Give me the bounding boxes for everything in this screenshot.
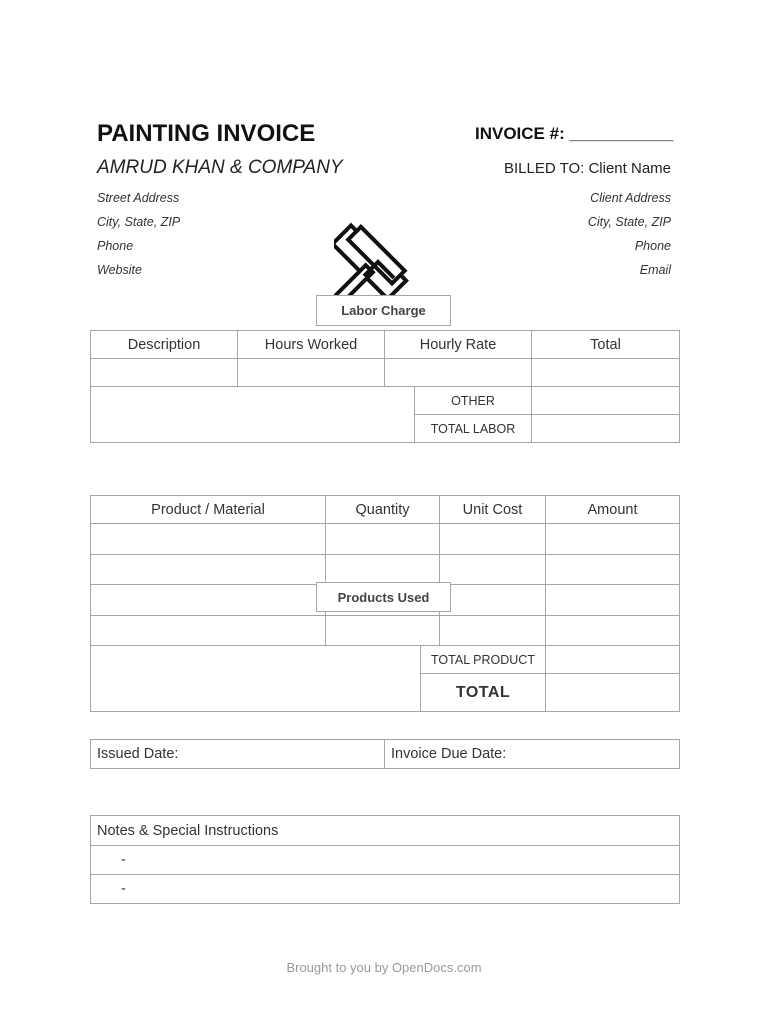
product-cell[interactable] (440, 524, 546, 555)
table-row (91, 359, 680, 387)
invoice-title: PAINTING INVOICE (97, 120, 316, 147)
labor-cell[interactable] (532, 359, 680, 387)
labor-cell[interactable] (385, 359, 532, 387)
product-cell[interactable] (546, 524, 680, 555)
labor-blank-area (91, 387, 415, 443)
sender-website: Website (97, 263, 142, 277)
total-product-label: TOTAL PRODUCT (421, 646, 546, 674)
dates-row (91, 740, 680, 769)
list-item (91, 875, 680, 904)
product-cell[interactable] (546, 555, 680, 585)
total-product-value[interactable] (546, 646, 680, 674)
client-email: Email (639, 263, 671, 277)
labor-cell[interactable] (238, 359, 385, 387)
labor-charge-tag: Labor Charge (316, 295, 451, 326)
product-cell[interactable] (326, 555, 440, 585)
products-header-row (91, 496, 680, 524)
product-cell[interactable] (440, 585, 546, 616)
client-phone: Phone (634, 239, 671, 253)
labor-total-label: TOTAL LABOR (415, 415, 532, 443)
product-cell[interactable] (326, 616, 440, 646)
billed-to: BILLED TO: Client Name (503, 160, 671, 177)
table-row (91, 524, 680, 555)
product-cell[interactable] (440, 555, 546, 585)
labor-header-description: Description (91, 331, 238, 359)
labor-other-value[interactable] (532, 387, 680, 415)
labor-other-label: OTHER (415, 387, 532, 415)
notes-header-row (91, 816, 680, 846)
products-header-product: Product / Material (91, 496, 326, 524)
company-name: AMRUD KHAN & COMPANY (97, 157, 343, 178)
grand-total-value[interactable] (546, 674, 680, 712)
product-cell[interactable] (546, 585, 680, 616)
product-cell[interactable] (91, 585, 326, 616)
products-header-amount: Amount (546, 496, 680, 524)
products-blank-area (91, 646, 421, 712)
sender-phone: Phone (97, 239, 134, 253)
issued-date-field[interactable]: Issued Date: (91, 740, 385, 769)
labor-cell[interactable] (91, 359, 238, 387)
labor-total-value[interactable] (532, 415, 680, 443)
products-header-quantity: Quantity (326, 496, 440, 524)
table-row (91, 555, 680, 585)
sender-city: City, State, ZIP (97, 215, 181, 229)
notes-line[interactable]: - (91, 875, 680, 904)
total-product-row (91, 646, 680, 674)
client-details (588, 186, 671, 282)
labor-other-row (91, 387, 680, 415)
product-cell[interactable] (440, 616, 546, 646)
labor-header-row (91, 331, 680, 359)
notes-heading: Notes & Special Instructions (91, 816, 680, 846)
dates-table (90, 739, 680, 769)
labor-header-hours: Hours Worked (238, 331, 385, 359)
product-cell[interactable] (91, 616, 326, 646)
labor-table (90, 330, 680, 443)
labor-header-rate: Hourly Rate (385, 331, 532, 359)
client-city: City, State, ZIP (587, 215, 671, 229)
product-cell[interactable] (326, 524, 440, 555)
notes-table (90, 815, 680, 904)
product-cell[interactable] (546, 616, 680, 646)
list-item (91, 846, 680, 875)
products-used-tag: Products Used (316, 582, 451, 612)
products-header-unit-cost: Unit Cost (440, 496, 546, 524)
labor-header-total: Total (532, 331, 680, 359)
sender-street: Street Address (97, 191, 180, 205)
table-row (91, 616, 680, 646)
due-date-field[interactable]: Invoice Due Date: (385, 740, 680, 769)
product-cell[interactable] (91, 555, 326, 585)
grand-total-label: TOTAL (421, 674, 546, 712)
footer-credit: Brought to you by OpenDocs.com (286, 960, 482, 975)
client-address: Client Address (590, 191, 671, 205)
sender-details (97, 186, 180, 282)
invoice-number-label: INVOICE #: ___________ (475, 124, 674, 143)
product-cell[interactable] (91, 524, 326, 555)
notes-line[interactable]: - (91, 846, 680, 875)
